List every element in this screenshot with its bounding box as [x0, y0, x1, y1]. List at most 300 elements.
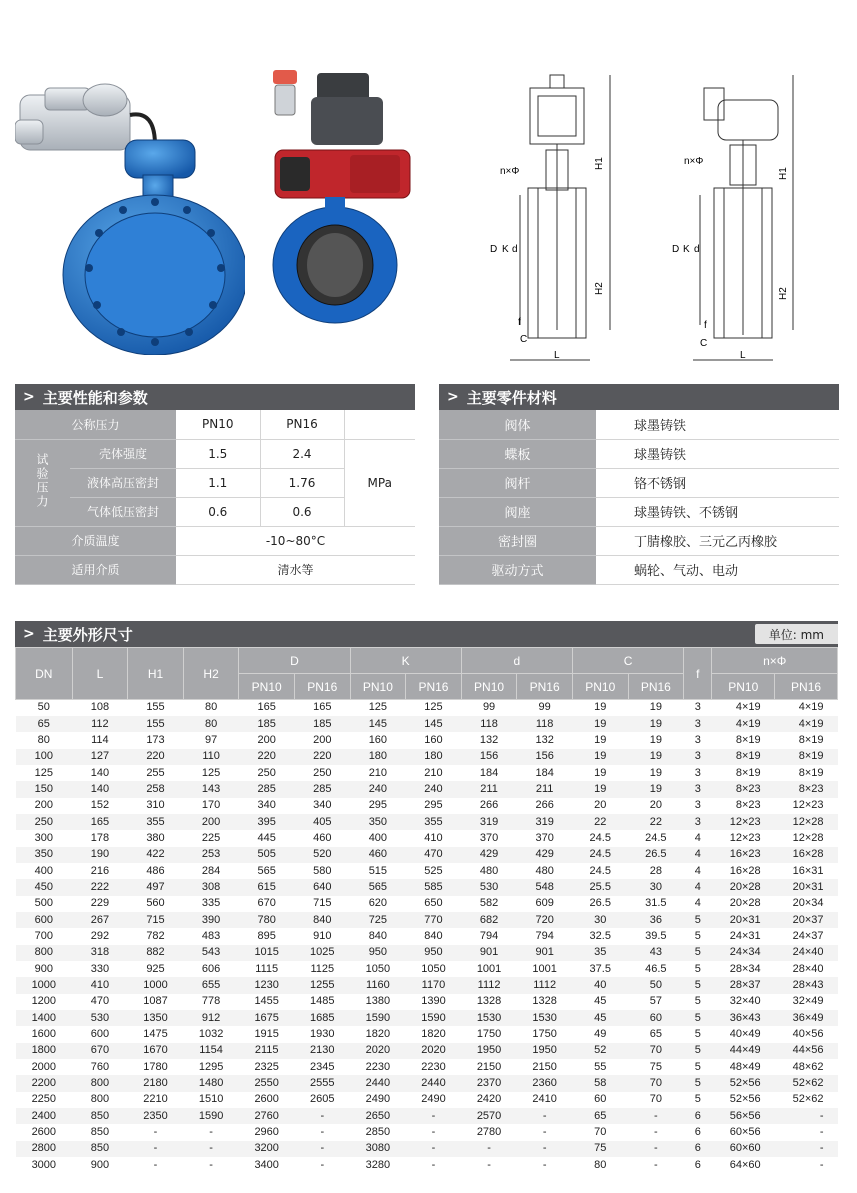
table-cell: -: [775, 1141, 838, 1157]
table-cell: 682: [461, 912, 517, 928]
table-cell: 16×23: [712, 847, 775, 863]
dimension-drawing-pneumatic: [668, 70, 808, 370]
table-cell: 155: [128, 700, 184, 716]
dimensions-section-header: [15, 621, 838, 647]
table-cell: 1930: [294, 1026, 350, 1042]
table-cell: 840: [350, 928, 406, 944]
table-cell: 400: [16, 863, 73, 879]
table-cell: 110: [183, 749, 239, 765]
table-cell: 615: [239, 879, 295, 895]
table-cell: 500: [16, 896, 73, 912]
table-row: [16, 961, 838, 977]
table-cell: 2605: [294, 1092, 350, 1108]
label-h1: H1: [594, 157, 605, 170]
label-c: C: [520, 334, 528, 345]
table-cell: 4×19: [712, 716, 775, 732]
table-cell: 24×37: [775, 928, 838, 944]
table-cell: 606: [183, 961, 239, 977]
table-cell: 950: [350, 945, 406, 961]
table-cell: 300: [16, 830, 73, 846]
table-cell: 470: [72, 994, 128, 1010]
table-cell: 125: [16, 765, 73, 781]
table-cell: 901: [461, 945, 517, 961]
table-cell: 56×56: [712, 1108, 775, 1124]
table-cell: 1685: [294, 1010, 350, 1026]
table-cell: 155: [128, 716, 184, 732]
table-row: [16, 814, 838, 830]
medium-temp-value: -10~80°C: [176, 526, 415, 555]
table-cell: 1590: [183, 1108, 239, 1124]
table-cell: 222: [72, 879, 128, 895]
table-row: [16, 945, 838, 961]
table-cell: 6: [684, 1157, 712, 1173]
header-pn16: PN16: [517, 674, 573, 700]
table-cell: 24×40: [775, 945, 838, 961]
table-cell: 284: [183, 863, 239, 879]
table-cell: 725: [350, 912, 406, 928]
table-cell: 20: [628, 798, 684, 814]
table-cell: 225: [183, 830, 239, 846]
table-cell: 200: [16, 798, 73, 814]
table-cell: 2440: [350, 1075, 406, 1091]
table-cell: 5: [684, 912, 712, 928]
table-cell: 60×56: [712, 1124, 775, 1140]
table-cell: 16×31: [775, 863, 838, 879]
table-cell: 2650: [350, 1108, 406, 1124]
part-material: 球墨铸铁: [596, 439, 839, 468]
table-cell: 3: [684, 814, 712, 830]
table-cell: -: [183, 1141, 239, 1157]
table-cell: 5: [684, 1043, 712, 1059]
table-row: [16, 1043, 838, 1059]
table-cell: 44×56: [775, 1043, 838, 1059]
table-cell: 3: [684, 781, 712, 797]
table-cell: 70: [572, 1124, 628, 1140]
table-cell: 24.5: [572, 847, 628, 863]
table-cell: 800: [72, 1092, 128, 1108]
table-cell: 486: [128, 863, 184, 879]
table-cell: 30: [572, 912, 628, 928]
table-cell: -: [628, 1108, 684, 1124]
table-row: [16, 798, 838, 814]
part-name: 蝶板: [439, 439, 596, 468]
table-cell: 405: [294, 814, 350, 830]
table-cell: 28×43: [775, 977, 838, 993]
table-cell: 3: [684, 716, 712, 732]
medium-value: 清水等: [176, 555, 415, 584]
table-cell: 5: [684, 928, 712, 944]
table-cell: 132: [517, 732, 573, 748]
table-cell: 4×19: [712, 700, 775, 716]
table-row: [16, 1026, 838, 1042]
table-row: [16, 912, 838, 928]
table-cell: 925: [128, 961, 184, 977]
table-cell: 4: [684, 830, 712, 846]
table-cell: 800: [72, 1075, 128, 1091]
table-cell: 220: [239, 749, 295, 765]
table-cell: 4: [684, 896, 712, 912]
header-pn16: PN16: [406, 674, 462, 700]
table-cell: -: [406, 1141, 462, 1157]
table-cell: 530: [72, 1010, 128, 1026]
table-cell: 310: [128, 798, 184, 814]
table-cell: 882: [128, 945, 184, 961]
table-cell: 52×56: [712, 1092, 775, 1108]
table-cell: 8×23: [775, 781, 838, 797]
medium-label: 适用介质: [15, 555, 176, 584]
part-name: 驱动方式: [439, 555, 596, 584]
table-cell: 1087: [128, 994, 184, 1010]
table-cell: 1800: [16, 1043, 73, 1059]
table-cell: 900: [16, 961, 73, 977]
table-cell: 2440: [406, 1075, 462, 1091]
table-cell: 50: [628, 977, 684, 993]
value-cell: 2.4: [260, 439, 344, 468]
table-cell: 1125: [294, 961, 350, 977]
table-cell: 285: [294, 781, 350, 797]
table-cell: 715: [128, 912, 184, 928]
label-l: L: [740, 350, 746, 361]
table-cell: 28×40: [775, 961, 838, 977]
table-cell: 16×28: [775, 847, 838, 863]
row-label: 壳体强度: [70, 439, 176, 468]
header-h1: H1: [128, 648, 184, 700]
table-cell: 1820: [406, 1026, 462, 1042]
table-cell: 6: [684, 1108, 712, 1124]
table-cell: 70: [628, 1075, 684, 1091]
table-cell: 1328: [517, 994, 573, 1010]
table-cell: 2760: [239, 1108, 295, 1124]
table-cell: 253: [183, 847, 239, 863]
table-cell: 22: [628, 814, 684, 830]
table-cell: 36: [628, 912, 684, 928]
table-cell: 20: [572, 798, 628, 814]
table-cell: 5: [684, 1092, 712, 1108]
table-cell: 515: [350, 863, 406, 879]
table-cell: 210: [406, 765, 462, 781]
table-cell: 2350: [128, 1108, 184, 1124]
table-cell: 292: [72, 928, 128, 944]
table-row: [16, 1157, 838, 1173]
table-cell: 267: [72, 912, 128, 928]
row-label: 气体低压密封: [70, 497, 176, 526]
table-cell: 340: [239, 798, 295, 814]
value-cell: 1.5: [176, 439, 260, 468]
label-h2: H2: [778, 287, 789, 300]
table-cell: 1255: [294, 977, 350, 993]
table-cell: 127: [72, 749, 128, 765]
table-cell: 2180: [128, 1075, 184, 1091]
table-cell: 670: [239, 896, 295, 912]
table-cell: 12×28: [775, 830, 838, 846]
table-cell: 70: [628, 1043, 684, 1059]
table-cell: 3080: [350, 1141, 406, 1157]
table-cell: 585: [406, 879, 462, 895]
table-cell: 850: [72, 1124, 128, 1140]
table-row: [16, 1059, 838, 1075]
table-cell: 1590: [406, 1010, 462, 1026]
table-cell: -: [128, 1141, 184, 1157]
table-cell: 32.5: [572, 928, 628, 944]
table-cell: 36×43: [712, 1010, 775, 1026]
table-cell: 5: [684, 1026, 712, 1042]
table-cell: 160: [406, 732, 462, 748]
table-cell: -: [517, 1157, 573, 1173]
table-row: [16, 700, 838, 716]
header-f: f: [684, 648, 712, 700]
table-cell: 19: [572, 700, 628, 716]
table-cell: 156: [517, 749, 573, 765]
table-cell: 410: [72, 977, 128, 993]
table-cell: 5: [684, 961, 712, 977]
header-pn16: PN16: [775, 674, 838, 700]
table-cell: 75: [628, 1059, 684, 1075]
section-title: 主要外形尺寸: [42, 625, 133, 644]
table-cell: 370: [517, 830, 573, 846]
table-cell: 220: [128, 749, 184, 765]
table-cell: 2800: [16, 1141, 73, 1157]
table-cell: 560: [128, 896, 184, 912]
table-cell: 140: [72, 765, 128, 781]
table-cell: 497: [128, 879, 184, 895]
header-d-inner: d: [461, 648, 572, 674]
table-cell: -: [461, 1157, 517, 1173]
table-cell: -: [406, 1157, 462, 1173]
table-cell: 184: [517, 765, 573, 781]
table-cell: 2400: [16, 1108, 73, 1124]
part-name: 阀座: [439, 497, 596, 526]
table-cell: 250: [239, 765, 295, 781]
table-cell: 8×19: [775, 732, 838, 748]
table-cell: 355: [128, 814, 184, 830]
table-cell: 173: [128, 732, 184, 748]
table-cell: 600: [72, 1026, 128, 1042]
table-cell: 165: [294, 700, 350, 716]
table-cell: 24×34: [712, 945, 775, 961]
table-cell: 370: [461, 830, 517, 846]
table-cell: 8×23: [712, 798, 775, 814]
table-cell: 99: [461, 700, 517, 716]
header-pn10: PN10: [350, 674, 406, 700]
table-cell: 6: [684, 1141, 712, 1157]
table-row: [16, 732, 838, 748]
table-cell: 52×56: [712, 1075, 775, 1091]
table-cell: 5: [684, 977, 712, 993]
table-cell: 308: [183, 879, 239, 895]
table-cell: 1160: [350, 977, 406, 993]
table-cell: 250: [16, 814, 73, 830]
table-cell: 25.5: [572, 879, 628, 895]
table-cell: -: [406, 1108, 462, 1124]
chevron-right-icon: >: [23, 389, 35, 405]
table-cell: -: [294, 1157, 350, 1173]
table-cell: 318: [72, 945, 128, 961]
table-cell: 295: [350, 798, 406, 814]
table-cell: 3400: [239, 1157, 295, 1173]
table-cell: 185: [239, 716, 295, 732]
table-cell: 3: [684, 749, 712, 765]
part-material: 球墨铸铁、不锈钢: [596, 497, 839, 526]
performance-section-header: [15, 384, 415, 410]
table-cell: 4×19: [775, 716, 838, 732]
table-cell: 2210: [128, 1092, 184, 1108]
table-cell: 520: [294, 847, 350, 863]
table-cell: 1475: [128, 1026, 184, 1042]
table-cell: 19: [628, 732, 684, 748]
table-cell: 28: [628, 863, 684, 879]
blank-cell: [344, 410, 415, 439]
table-cell: 1380: [350, 994, 406, 1010]
table-cell: 240: [406, 781, 462, 797]
table-cell: 1590: [350, 1010, 406, 1026]
table-cell: 2325: [239, 1059, 295, 1075]
table-cell: 52×62: [775, 1092, 838, 1108]
table-cell: 44×49: [712, 1043, 775, 1059]
table-cell: 8×23: [712, 781, 775, 797]
part-material: 丁腈橡胶、三元乙丙橡胶: [596, 526, 839, 555]
table-cell: 180: [406, 749, 462, 765]
value-cell: 0.6: [176, 497, 260, 526]
table-cell: 118: [517, 716, 573, 732]
part-material: 球墨铸铁: [596, 410, 839, 439]
table-row: [16, 1010, 838, 1026]
table-cell: 19: [628, 781, 684, 797]
label-l: L: [554, 350, 560, 361]
table-cell: 525: [406, 863, 462, 879]
header-l: L: [72, 648, 128, 700]
table-cell: 8×19: [775, 765, 838, 781]
table-cell: 1328: [461, 994, 517, 1010]
table-cell: 794: [461, 928, 517, 944]
table-cell: 1115: [239, 961, 295, 977]
header-h2: H2: [183, 648, 239, 700]
table-cell: 12×23: [712, 830, 775, 846]
label-k: K: [502, 244, 509, 255]
table-cell: 1000: [128, 977, 184, 993]
table-cell: 319: [461, 814, 517, 830]
table-cell: 3: [684, 732, 712, 748]
table-cell: 20×28: [712, 896, 775, 912]
table-cell: 1600: [16, 1026, 73, 1042]
table-row: [16, 977, 838, 993]
table-cell: 145: [406, 716, 462, 732]
table-cell: 5: [684, 994, 712, 1010]
table-cell: 184: [461, 765, 517, 781]
table-cell: 910: [294, 928, 350, 944]
test-pressure-label: 试验压力: [15, 439, 70, 526]
table-cell: 65: [572, 1108, 628, 1124]
table-cell: 794: [517, 928, 573, 944]
table-cell: 40: [572, 977, 628, 993]
table-cell: 26.5: [628, 847, 684, 863]
table-cell: 1530: [461, 1010, 517, 1026]
table-row: [16, 847, 838, 863]
table-cell: 19: [572, 765, 628, 781]
table-cell: 45: [572, 994, 628, 1010]
table-cell: 350: [350, 814, 406, 830]
table-cell: -: [517, 1124, 573, 1140]
table-cell: 1032: [183, 1026, 239, 1042]
table-cell: -: [461, 1141, 517, 1157]
table-cell: 211: [517, 781, 573, 797]
table-cell: 1530: [517, 1010, 573, 1026]
label-h1: H1: [778, 167, 789, 180]
table-cell: 48×62: [775, 1059, 838, 1075]
table-cell: 20×37: [775, 912, 838, 928]
table-cell: 1230: [239, 977, 295, 993]
table-cell: -: [775, 1108, 838, 1124]
table-cell: 319: [517, 814, 573, 830]
table-cell: 12×23: [712, 814, 775, 830]
table-cell: 266: [461, 798, 517, 814]
dimension-drawing-electric: [490, 70, 630, 370]
header-pn16: PN16: [628, 674, 684, 700]
table-cell: 2250: [16, 1092, 73, 1108]
table-cell: 895: [239, 928, 295, 944]
table-cell: 229: [72, 896, 128, 912]
dimensions-table-body: [16, 700, 838, 1174]
electric-actuator-valve-photo: [15, 70, 245, 355]
table-cell: 390: [183, 912, 239, 928]
table-cell: 55: [572, 1059, 628, 1075]
table-cell: 1170: [406, 977, 462, 993]
table-row: [16, 716, 838, 732]
table-cell: 1750: [517, 1026, 573, 1042]
table-cell: 65: [628, 1026, 684, 1042]
table-cell: 60×60: [712, 1141, 775, 1157]
table-cell: 2490: [350, 1092, 406, 1108]
table-cell: 901: [517, 945, 573, 961]
table-cell: 2780: [461, 1124, 517, 1140]
table-cell: 152: [72, 798, 128, 814]
table-cell: -: [628, 1141, 684, 1157]
table-cell: 19: [628, 765, 684, 781]
table-cell: 582: [461, 896, 517, 912]
table-cell: 211: [461, 781, 517, 797]
table-cell: 125: [350, 700, 406, 716]
table-cell: 2020: [406, 1043, 462, 1059]
table-cell: 118: [461, 716, 517, 732]
table-cell: 255: [128, 765, 184, 781]
table-cell: 460: [294, 830, 350, 846]
table-cell: 1485: [294, 994, 350, 1010]
table-cell: 2570: [461, 1108, 517, 1124]
table-cell: 600: [16, 912, 73, 928]
table-cell: 112: [72, 716, 128, 732]
table-cell: 24.5: [572, 863, 628, 879]
header-pn10: PN10: [239, 674, 295, 700]
table-cell: 1350: [128, 1010, 184, 1026]
table-cell: 165: [239, 700, 295, 716]
unit-cell: MPa: [344, 439, 415, 526]
materials-table: [439, 410, 839, 585]
table-cell: 850: [72, 1108, 128, 1124]
part-material: 蜗轮、气动、电动: [596, 555, 839, 584]
table-cell: 2115: [239, 1043, 295, 1059]
table-row: [16, 994, 838, 1010]
table-cell: 1670: [128, 1043, 184, 1059]
table-cell: 125: [406, 700, 462, 716]
table-cell: 422: [128, 847, 184, 863]
table-cell: 35: [572, 945, 628, 961]
table-cell: 1675: [239, 1010, 295, 1026]
table-cell: 150: [16, 781, 73, 797]
table-cell: -: [775, 1124, 838, 1140]
table-row: [16, 830, 838, 846]
table-cell: 6: [684, 1124, 712, 1140]
table-cell: 483: [183, 928, 239, 944]
chevron-right-icon: >: [23, 626, 35, 642]
